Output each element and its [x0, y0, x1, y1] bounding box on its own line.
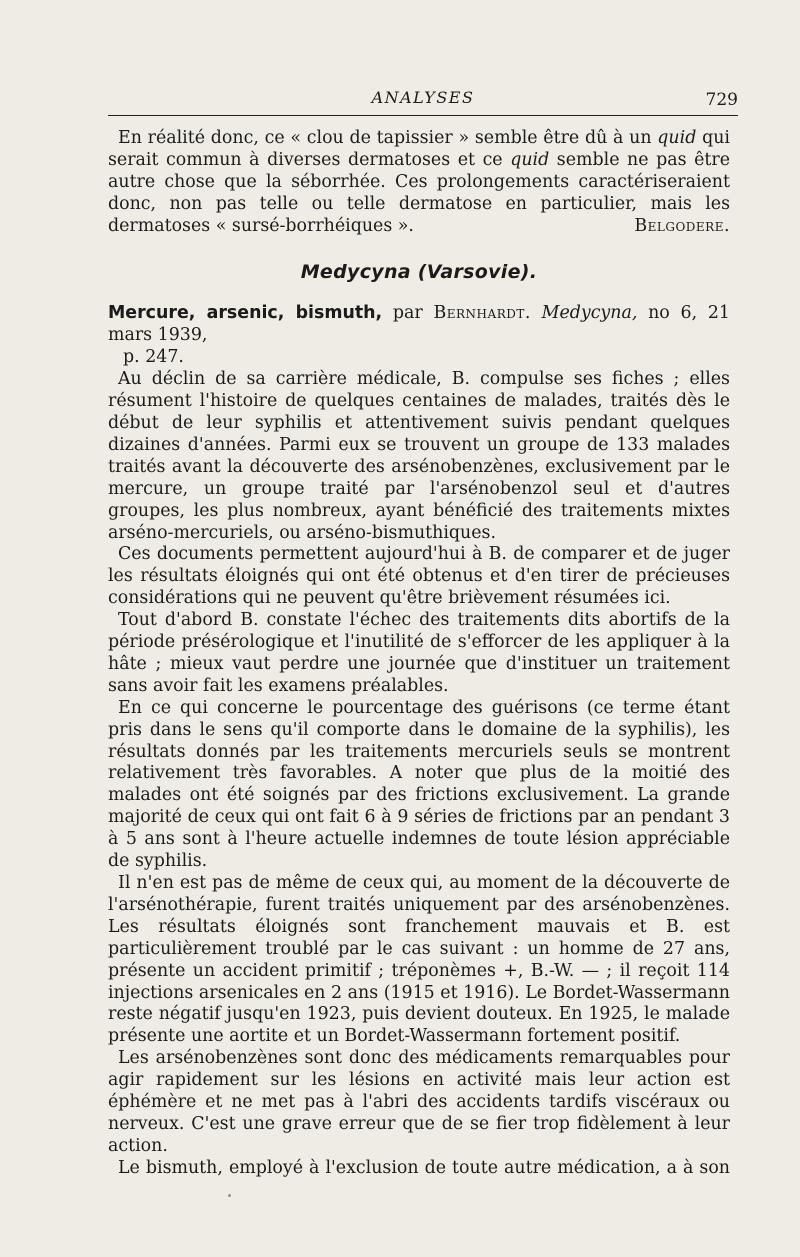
reference-citation: [108, 303, 730, 369]
running-title: ANALYSES: [371, 88, 475, 107]
paragraph-6: Les arsénobenzènes sont donc des médicaments remarquables pour agir rapidement sur les lésions en activité mais leur action est éphémère et ne met pas à l'abri des accidents tardifs viscéraux ou nerveux. C'est une grave erreur que de se fier trop fidèlement à leur action.: [108, 1048, 730, 1156]
intro-paragraph: [108, 128, 730, 238]
paragraph-4: En ce qui concerne le pourcentage des guérisons (ce terme étant pris dans le sens qu'il comporte dans le domaine de la syphilis), les résultats donnés par les traitements mercuriels seuls se montrent relativement très favorables. A noter que plus de la moitié des malades ont été soignés par des frictions exclusivement. La grande majorité de ceux qui ont fait 6 à 9 séries de frictions par an pendant 3 à 5 ans sont à l'heure actuelle indemnes de toute lésion appréciable de syphilis.: [108, 697, 730, 872]
reference-par: par: [382, 303, 434, 324]
running-header: [108, 88, 738, 112]
article-body: [108, 128, 730, 1180]
author-signature: Belgodere.: [634, 215, 730, 236]
reference-title: Mercure, arsenic, bismuth,: [108, 303, 383, 324]
paragraph-2: Ces documents permettent aujourd'hui à B. de comparer et de juger les résultats éloignés qui ont été obtenus et d'en tirer de précieuses considérations qui ne peuvent qu'être brièvement résumées ici.: [108, 544, 730, 609]
paragraph-5: Il n'en est pas de même de ceux qui, au moment de la découverte de l'arsénothérapie, furent traités uniquement par des arsénobenzènes. Les résultats éloignés sont franchement mauvais et B. est particulièrement troublé par le cas suivant : un homme de 27 ans, présente un accident primitif ; tréponèmes +, B.-W. — ; il reçoit 114 injections arsenicales en 2 ans (1915 et 1916). Le Bordet-Wassermann reste négatif jusqu'en 1923, puis devient douteux. En 1925, le malade présente une aortite et un Bordet-Wassermann fortement positif.: [108, 873, 730, 1047]
section-title: Medycyna (Varsovie).: [300, 260, 538, 283]
paragraph-1: Au déclin de sa carrière médicale, B. compulse ses fiches ; elles résument l'histoire de quelques centaines de malades, traités dès le début de leur syphilis et attentivement suivis pendant quelques dizaines d'années. Parmi eux se trouvent un groupe de 133 malades traités avant la découverte des arsénobenzènes, exclusivement par le mercure, un groupe traité par l'arsénobenzol seul et d'autres groupes, les plus nombreux, ayant bénéficié des traitements mixtes arséno-mercuriels, ou arséno-bismuthiques.: [108, 369, 730, 543]
paper-speck: [228, 1194, 231, 1197]
intro-text-a: En réalité donc, ce « clou de tapissier » semble être dû à un: [118, 128, 658, 148]
paragraph-3: Tout d'abord B. constate l'échec des traitements dits abortifs de la période présérologique et l'inutilité de s'efforcer de les appliquer à la hâte ; mieux vaut perdre une journée que d'instituer un traitement sans avoir fait les examens préalables.: [108, 610, 730, 696]
page-number: 729: [705, 90, 738, 110]
intro-text-b: qui serait commun à diverses dermatoses et ce: [108, 128, 730, 170]
paragraph-7: Le bismuth, employé à l'exclusion de toute autre médication, a à son: [118, 1157, 730, 1178]
intro-em-2: quid: [510, 149, 550, 170]
intro-text-c: semble ne pas être autre chose que la séborrhée. Ces prolongements caractériseraient donc, non pas telle ou telle dermatose en particulier, mais les dermatoses « sursé-borrhéiques ».: [108, 149, 730, 236]
reference-issue: no 6, 21 mars 1939,: [108, 303, 730, 346]
intro-em-1: quid: [657, 128, 697, 148]
reference-author: Bernhardt.: [433, 303, 531, 324]
header-rule: [108, 115, 738, 116]
reference-journal: Medycyna,: [541, 303, 638, 324]
reference-pages: p. 247.: [123, 347, 184, 368]
